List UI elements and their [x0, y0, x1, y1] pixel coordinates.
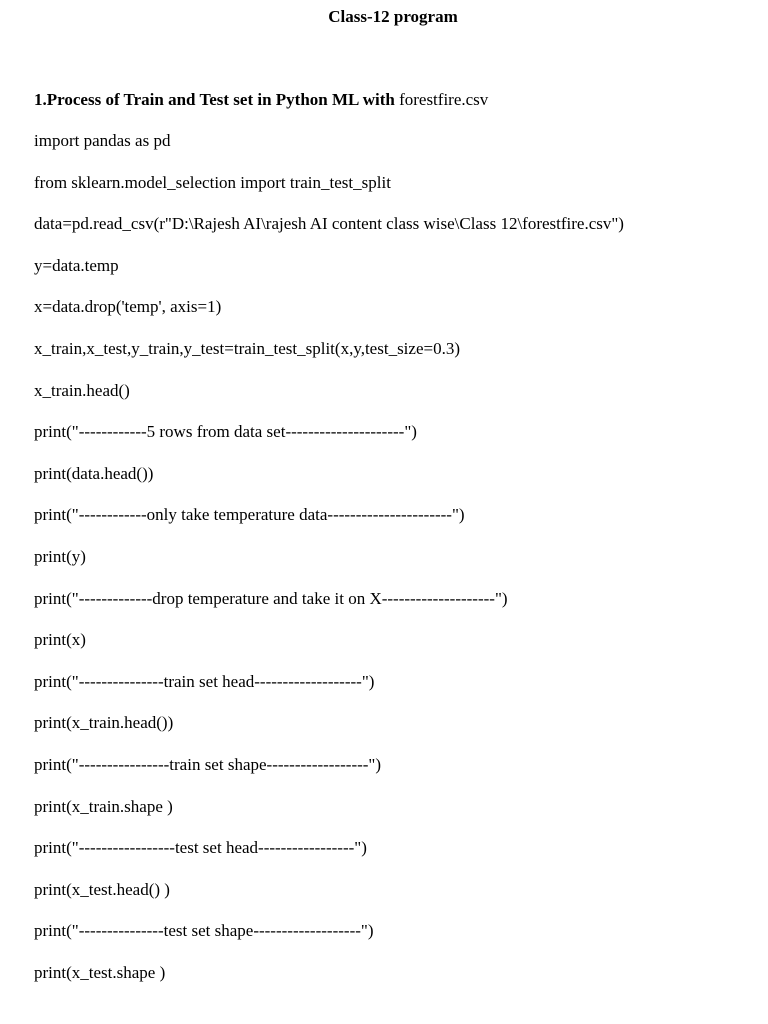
code-line: print(x_test.head() )	[34, 879, 170, 899]
code-line: print("----------------train set shape------------------")	[34, 754, 382, 774]
code-line: print(x_test.shape )	[34, 962, 166, 982]
code-line: print("-----------------test set head-----------------")	[34, 838, 367, 858]
code-line: x=data.drop('temp', axis=1)	[34, 297, 222, 317]
code-line: print(data.head())	[34, 463, 154, 483]
code-line: x_train.head()	[34, 380, 130, 400]
code-line: from sklearn.model_selection import train_test_split	[34, 172, 391, 192]
code-line: print(x_train.shape )	[34, 796, 173, 816]
code-line: print("-------------drop temperature and take it on X--------------------")	[34, 588, 508, 608]
document-title: Class-12 program	[328, 7, 458, 26]
code-line: import pandas as pd	[34, 131, 171, 150]
code-line: y=data.temp	[34, 255, 119, 275]
code-line: print(x_train.head())	[34, 713, 174, 733]
code-listing	[34, 131, 624, 1004]
code-line: print("------------5 rows from data set---------------------")	[34, 422, 417, 442]
code-line: print("------------only take temperature data----------------------")	[34, 505, 465, 525]
section-heading-filename: forestfire.csv	[394, 90, 489, 109]
code-line: print("---------------test set shape-------------------")	[34, 921, 374, 941]
section-heading-bold: 1.Process of Train and Test set in Python ML with	[34, 90, 395, 109]
section-heading	[34, 90, 488, 110]
code-line: print("---------------train set head-------------------")	[34, 671, 375, 691]
code-line: data=pd.read_csv(r"D:\Rajesh AI\rajesh AI content class wise\Class 12\forestfire.csv")	[34, 214, 624, 234]
code-line: print(x)	[34, 630, 86, 650]
code-line: print(y)	[34, 546, 86, 566]
code-line: x_train,x_test,y_train,y_test=train_test_split(x,y,test_size=0.3)	[34, 338, 460, 358]
